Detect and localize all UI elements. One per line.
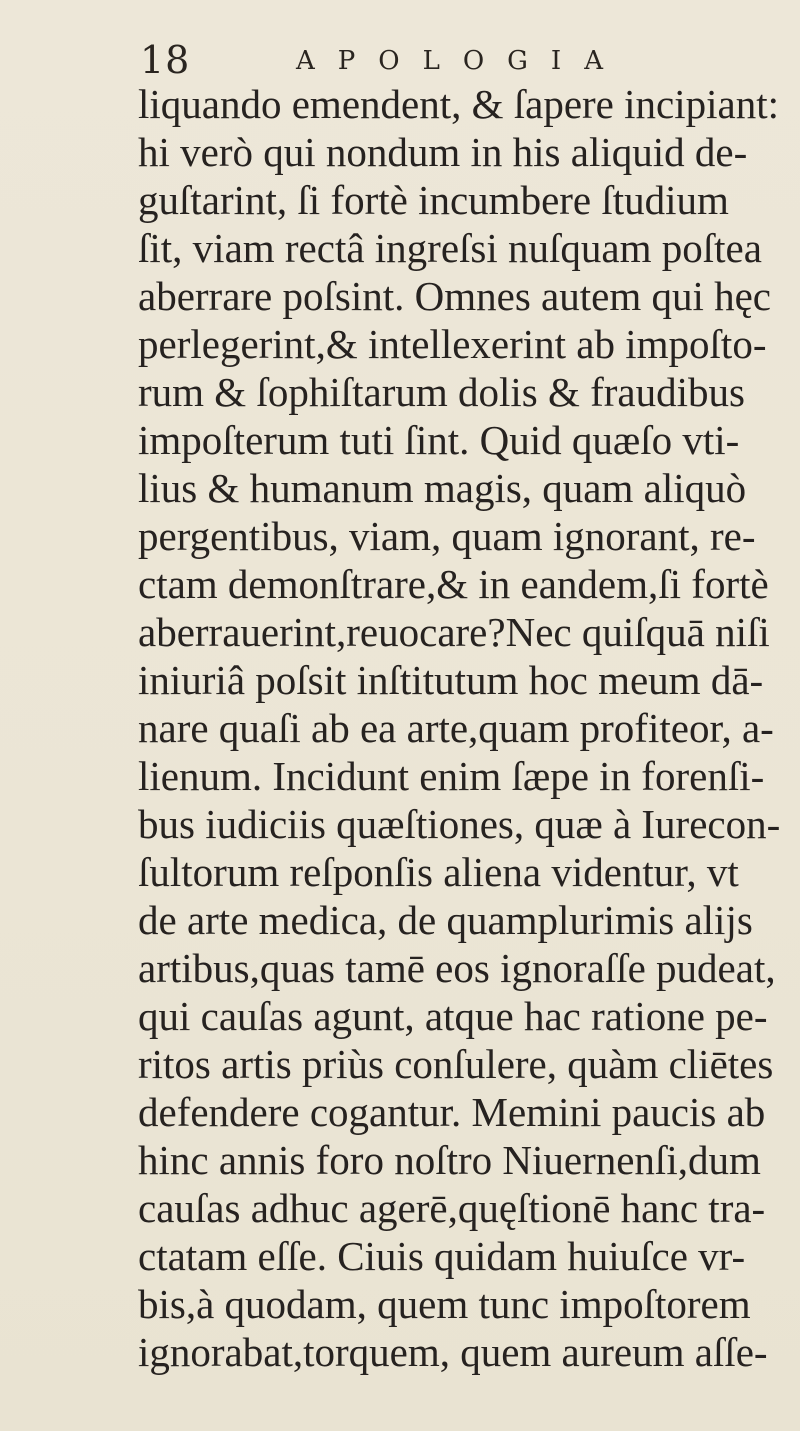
body-text bbox=[138, 80, 781, 1376]
text-line: ctam demonſtrare,& in eandem,ſi fortè bbox=[138, 561, 769, 607]
page-header bbox=[0, 38, 800, 86]
text-line: cauſas adhuc agerē,quęſtionē hanc tra- bbox=[138, 1185, 766, 1231]
text-line: hinc annis foro noſtro Niuernenſi,dum bbox=[138, 1137, 761, 1183]
page-number: 18 bbox=[140, 38, 191, 82]
text-line: ctatam eſſe. Ciuis quidam huiuſce vr- bbox=[138, 1233, 746, 1279]
text-line: ſultorum reſponſis aliena videntur, vt bbox=[138, 849, 739, 895]
text-line: nare quaſi ab ea arte,quam profiteor, a- bbox=[138, 705, 774, 751]
running-head: APOLOGIA bbox=[296, 46, 626, 76]
text-line: rum & ſophiſtarum dolis & fraudibus bbox=[138, 369, 745, 415]
text-line: ritos artis priùs conſulere, quàm cliētes bbox=[138, 1041, 774, 1087]
text-line: guſtarint, ſi fortè incumbere ſtudium bbox=[138, 177, 729, 223]
text-line: aberrare poſsint. Omnes autem qui hęc bbox=[138, 273, 771, 319]
text-line: defendere cogantur. Memini paucis ab bbox=[138, 1089, 766, 1135]
text-line: lienum. Incidunt enim ſæpe in forenſi- bbox=[138, 753, 765, 799]
text-line: de arte medica, de quamplurimis alijs bbox=[138, 897, 753, 943]
text-line: impoſterum tuti ſint. Quid quæſo vti- bbox=[138, 417, 740, 463]
text-line: artibus,quas tamē eos ignoraſſe pudeat, bbox=[138, 945, 776, 991]
text-line: pergentibus, viam, quam ignorant, re- bbox=[138, 513, 756, 559]
text-line: bus iudiciis quæſtiones, quæ à Iurecon- bbox=[138, 801, 781, 847]
text-line: ignorabat,torquem, quem aureum aſſe- bbox=[138, 1329, 768, 1375]
text-line: qui cauſas agunt, atque hac ratione pe- bbox=[138, 993, 768, 1039]
text-line: aberrauerint,reuocare?Nec quiſquā niſi bbox=[138, 609, 770, 655]
text-line: perlegerint,& intellexerint ab impoſto- bbox=[138, 321, 767, 367]
text-line: iniuriâ poſsit inſtitutum hoc meum dā- bbox=[138, 657, 764, 703]
text-line: hi verò qui nondum in his aliquid de- bbox=[138, 129, 748, 175]
text-line: ſit, viam rectâ ingreſsi nuſquam poſtea bbox=[138, 225, 762, 271]
text-line: liquando emendent, & ſapere incipiant: bbox=[138, 81, 779, 127]
text-line: bis,à quodam, quem tunc impoſtorem bbox=[138, 1281, 751, 1327]
text-line: lius & humanum magis, quam aliquò bbox=[138, 465, 747, 511]
